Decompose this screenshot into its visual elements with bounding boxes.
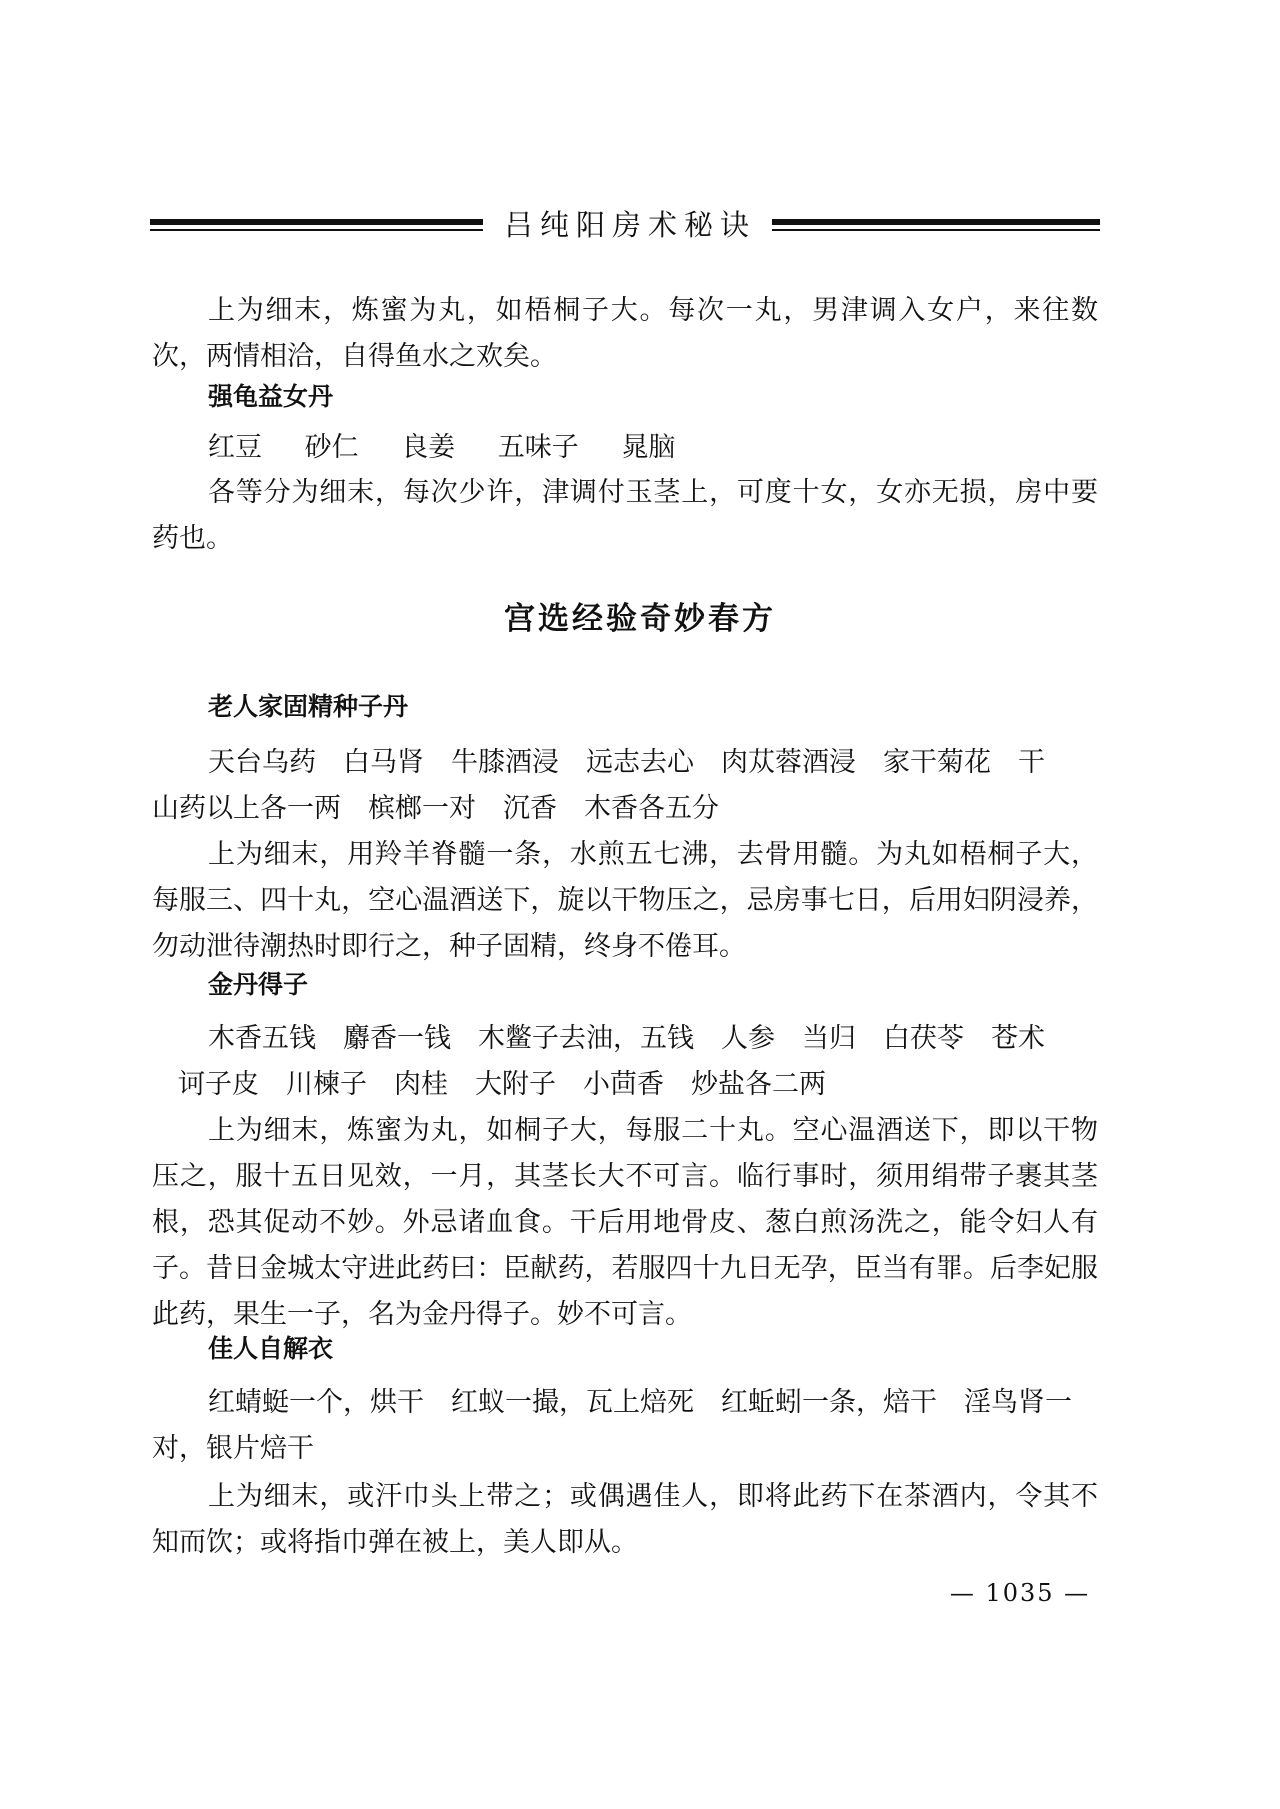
recipe-3-body [152, 1108, 1098, 1338]
ingredient-line: 红蜻蜓一个，烘干 红蚁一撮，瓦上焙死 红蚯蚓一条，焙干 淫鸟肾一 [208, 1387, 1072, 1418]
recipe-title-1: 强龟益女丹 [208, 382, 334, 411]
recipe-title-3: 金丹得子 [208, 970, 309, 999]
running-header-title: 吕纯阳房术秘诀 [503, 208, 756, 242]
ingredient: 砂仁 [304, 432, 359, 463]
header-rule-right [772, 219, 1100, 231]
recipe-3-instructions: 上为细末，炼蜜为丸，如桐子大，每服二十丸。空心温酒送下，即以干物压之，服十五日见效，一月，其茎长大不可言。临行事时，须用绢带子裹其茎根，恐其促动不妙。外忌诸血食。干后用地骨皮、葱白煎汤洗之，能令妇人有子。昔日金城太守进此药曰：臣献药，若服四十九日无孕，臣当有罪。后李妃服此药，果生一子，名为金丹得子。妙不可言。 [152, 1115, 1098, 1330]
ingredient: 五味子 [497, 432, 579, 463]
recipe-title-2: 老人家固精种子丹 [208, 692, 409, 721]
ingredient: 良姜 [401, 432, 456, 463]
continuation-paragraph-block [152, 288, 1098, 380]
ingredient-line: 对，银片焙干 [152, 1433, 314, 1464]
running-header [150, 207, 1100, 247]
section-title: 宫选经验奇妙春方 [504, 601, 776, 637]
ingredient-line: 山药以上各一两 槟榔一对 沉香 木香各五分 [152, 793, 719, 824]
recipe-1-body [152, 470, 1098, 562]
ingredient-list-2 [152, 740, 1098, 832]
continuation-paragraph: 上为细末，炼蜜为丸，如梧桐子大。每次一丸，男津调入女户，来往数次，两情相洽，自得鱼水之欢矣。 [152, 295, 1098, 372]
ingredient-list-1 [208, 425, 1100, 471]
ingredient-list-3 [152, 1016, 1098, 1108]
recipe-1-instructions: 各等分为细末，每次少许，津调付玉茎上，可度十女，女亦无损，房中要药也。 [152, 477, 1098, 554]
page-number: — 1035 — [949, 1579, 1091, 1607]
ingredient-line: 木香五钱 麝香一钱 木鳖子去油，五钱 人参 当归 白茯苓 苍术 [208, 1023, 1045, 1054]
ingredient: 晁脑 [621, 432, 676, 463]
ingredient-line: 天台乌药 白马肾 牛膝酒浸 远志去心 肉苁蓉酒浸 家干菊花 干 [208, 747, 1045, 778]
recipe-4-body [152, 1474, 1098, 1566]
recipe-2-body [152, 832, 1098, 970]
ingredient-line: 诃子皮 川楝子 肉桂 大附子 小茴香 炒盐各二两 [178, 1069, 826, 1100]
recipe-2-instructions: 上为细末，用羚羊脊髓一条，水煎五七沸，去骨用髓。为丸如梧桐子大，每服三、四十丸，空心温酒送下，旋以干物压之，忌房事七日，后用妇阴浸养，勿动泄待潮热时即行之，种子固精，终身不倦耳。 [152, 839, 1098, 962]
ingredient: 红豆 [208, 432, 262, 463]
recipe-4-instructions: 上为细末，或汗巾头上带之；或偶遇佳人，即将此药下在茶酒内，令其不知而饮；或将指巾弹在被上，美人即从。 [152, 1481, 1098, 1558]
recipe-title-4: 佳人自解衣 [208, 1334, 334, 1363]
ingredient-list-4 [152, 1380, 1098, 1472]
header-rule-left [150, 219, 483, 231]
